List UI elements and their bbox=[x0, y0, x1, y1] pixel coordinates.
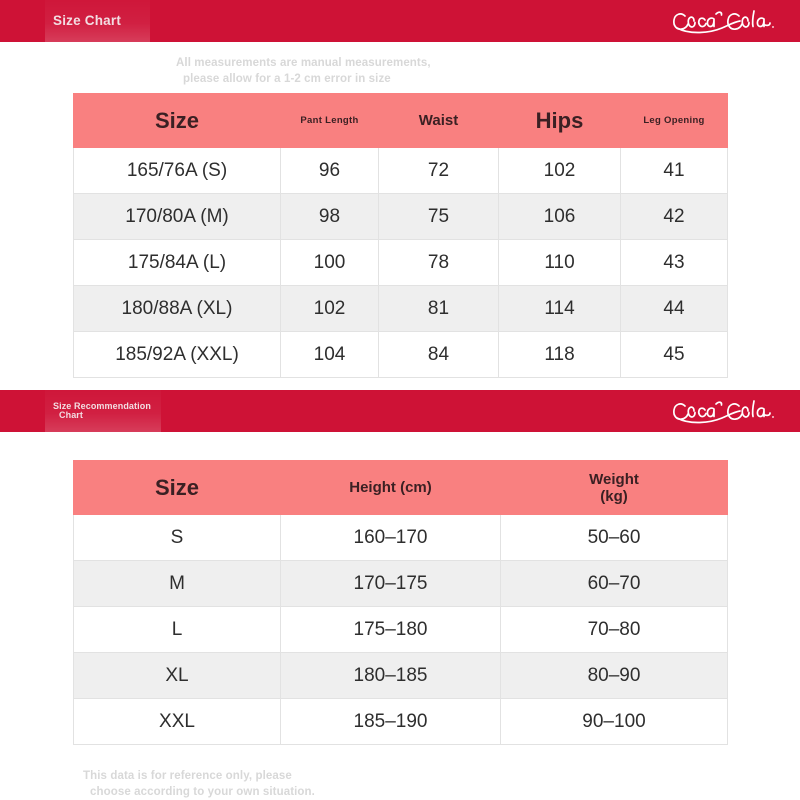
size-recommendation-table bbox=[73, 460, 728, 745]
col-header-pant-length: Pant Length bbox=[281, 94, 379, 148]
cell-height: 160–170 bbox=[281, 515, 501, 561]
cell-leg-opening: 41 bbox=[621, 148, 728, 194]
cell-waist: 84 bbox=[379, 332, 499, 378]
table-row bbox=[74, 332, 728, 378]
cell-size: XXL bbox=[74, 699, 281, 745]
cell-hips: 114 bbox=[499, 286, 621, 332]
cell-weight: 70–80 bbox=[501, 607, 728, 653]
table-row bbox=[74, 561, 728, 607]
banner-title-size-chart: Size Chart bbox=[53, 12, 122, 28]
reference-only-note bbox=[83, 769, 315, 800]
banner-size-chart bbox=[0, 0, 800, 42]
col-header-weight-line-2: (kg) bbox=[600, 487, 628, 505]
note-top-line-2: please allow for a 1-2 cm error in size bbox=[183, 72, 391, 85]
cell-pant-length: 98 bbox=[281, 194, 379, 240]
cell-height: 185–190 bbox=[281, 699, 501, 745]
cell-waist: 78 bbox=[379, 240, 499, 286]
col-header-weight-line-1: Weight bbox=[589, 470, 639, 488]
table-row bbox=[74, 148, 728, 194]
cell-hips: 106 bbox=[499, 194, 621, 240]
cell-pant-length: 102 bbox=[281, 286, 379, 332]
note-top-line-1: All measurements are manual measurements, bbox=[176, 57, 431, 69]
cell-waist: 72 bbox=[379, 148, 499, 194]
cell-size: XL bbox=[74, 653, 281, 699]
cell-pant-length: 96 bbox=[281, 148, 379, 194]
cell-height: 175–180 bbox=[281, 607, 501, 653]
table-row bbox=[74, 194, 728, 240]
col-header-hips: Hips bbox=[499, 94, 621, 148]
cell-hips: 110 bbox=[499, 240, 621, 286]
cell-weight: 50–60 bbox=[501, 515, 728, 561]
coca-cola-logo-icon bbox=[670, 396, 776, 426]
cell-size: 175/84A (L) bbox=[74, 240, 281, 286]
banner-title-line-1: Size Recommendation bbox=[53, 400, 151, 411]
cell-size: 170/80A (M) bbox=[74, 194, 281, 240]
measurement-disclaimer-note bbox=[176, 56, 431, 87]
table-row bbox=[74, 699, 728, 745]
cell-leg-opening: 42 bbox=[621, 194, 728, 240]
cell-height: 170–175 bbox=[281, 561, 501, 607]
cell-leg-opening: 44 bbox=[621, 286, 728, 332]
cell-size: S bbox=[74, 515, 281, 561]
col-header-height: Height (cm) bbox=[281, 461, 501, 515]
cell-waist: 81 bbox=[379, 286, 499, 332]
cell-size: 165/76A (S) bbox=[74, 148, 281, 194]
cell-leg-opening: 43 bbox=[621, 240, 728, 286]
cell-pant-length: 100 bbox=[281, 240, 379, 286]
cell-pant-length: 104 bbox=[281, 332, 379, 378]
cell-size: M bbox=[74, 561, 281, 607]
size-chart-table bbox=[73, 93, 728, 378]
banner-title-line-2: Chart bbox=[59, 410, 84, 420]
cell-leg-opening: 45 bbox=[621, 332, 728, 378]
banner-title-size-recommendation bbox=[53, 402, 151, 421]
note-bottom-line-2: choose according to your own situation. bbox=[90, 785, 315, 798]
banner-size-recommendation bbox=[0, 390, 800, 432]
table-row bbox=[74, 286, 728, 332]
cell-weight: 60–70 bbox=[501, 561, 728, 607]
col-header-size: Size bbox=[74, 461, 281, 515]
cell-weight: 90–100 bbox=[501, 699, 728, 745]
cell-waist: 75 bbox=[379, 194, 499, 240]
recommendation-header-row bbox=[74, 461, 728, 515]
cell-hips: 118 bbox=[499, 332, 621, 378]
note-bottom-line-1: This data is for reference only, please bbox=[83, 770, 292, 782]
cell-weight: 80–90 bbox=[501, 653, 728, 699]
cell-size: 185/92A (XXL) bbox=[74, 332, 281, 378]
size-chart-header-row bbox=[74, 94, 728, 148]
col-header-leg-opening: Leg Opening bbox=[621, 94, 728, 148]
col-header-waist: Waist bbox=[379, 94, 499, 148]
table-row bbox=[74, 515, 728, 561]
cell-height: 180–185 bbox=[281, 653, 501, 699]
coca-cola-logo-icon bbox=[670, 6, 776, 36]
cell-hips: 102 bbox=[499, 148, 621, 194]
table-row bbox=[74, 240, 728, 286]
table-row bbox=[74, 607, 728, 653]
col-header-weight bbox=[501, 461, 728, 515]
cell-size: L bbox=[74, 607, 281, 653]
banner-tab-highlight bbox=[45, 0, 150, 42]
cell-size: 180/88A (XL) bbox=[74, 286, 281, 332]
col-header-size: Size bbox=[74, 94, 281, 148]
table-row bbox=[74, 653, 728, 699]
banner-tab-highlight bbox=[45, 390, 161, 432]
